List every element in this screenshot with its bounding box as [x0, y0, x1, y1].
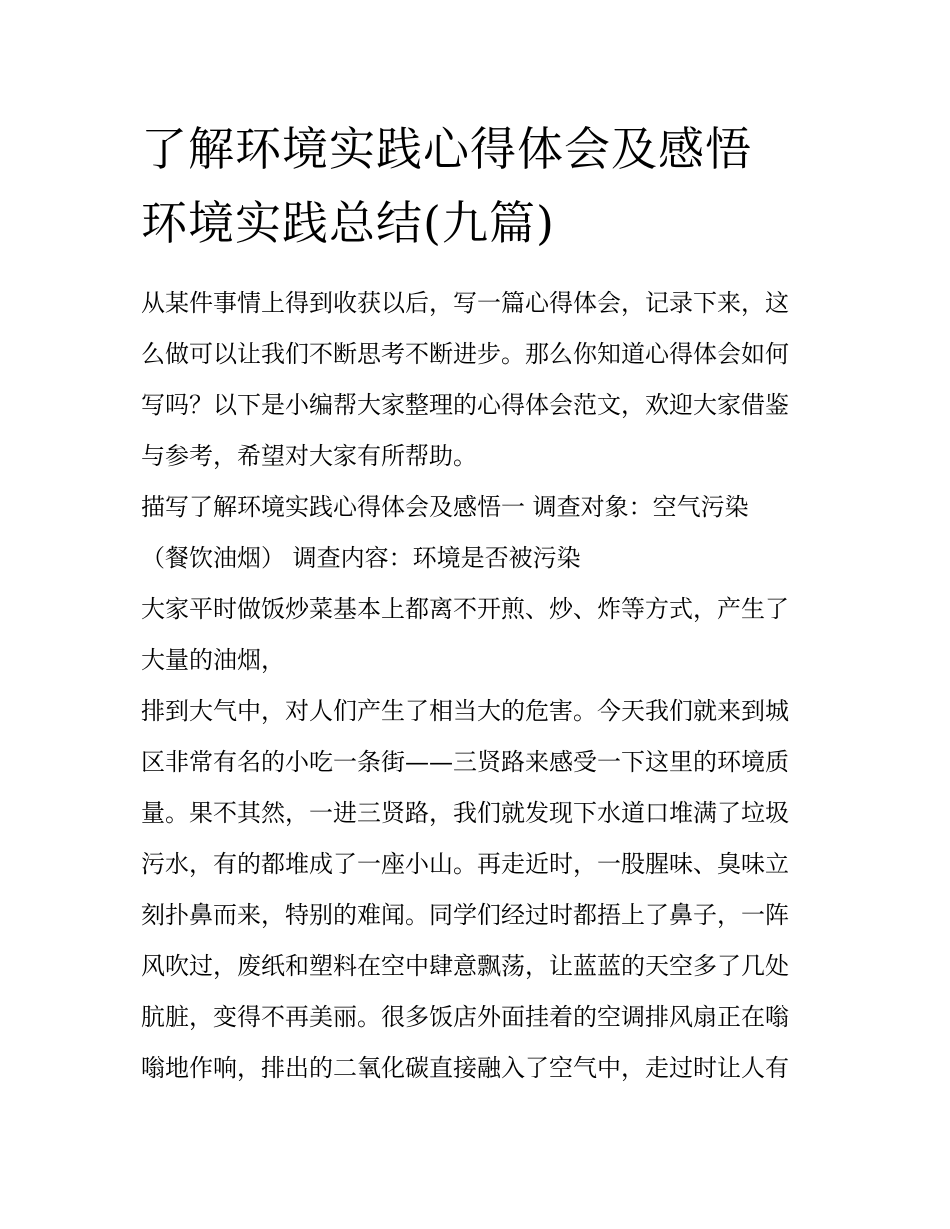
text-line: 写吗？以下是小编帮大家整理的心得体会范文，欢迎大家借鉴	[141, 391, 789, 419]
section-heading-paragraph	[141, 482, 811, 584]
text-line: 描写了解环境实践心得体会及感悟一 调查对象：空气污染	[141, 493, 749, 521]
title-line: 了解环境实践心得体会及感悟	[141, 122, 752, 176]
body-paragraph	[141, 584, 811, 686]
text-line: 么做可以让我们不断思考不断进步。那么你知道心得体会如何	[141, 340, 789, 368]
intro-paragraph	[141, 278, 811, 482]
text-line: （餐饮油烟） 调查内容：环境是否被污染	[141, 544, 581, 572]
title-line: 环境实践总结(九篇)	[141, 196, 555, 250]
text-line: 量。果不其然，一进三贤路，我们就发现下水道口堆满了垃圾	[141, 799, 789, 827]
text-line: 与参考，希望对大家有所帮助。	[141, 442, 477, 470]
text-line: 区非常有名的小吃一条街——三贤路来感受一下这里的环境质	[141, 748, 789, 776]
document-page	[141, 112, 811, 1094]
text-line: 大量的油烟，	[141, 646, 285, 674]
text-line: 从某件事情上得到收获以后，写一篇心得体会，记录下来，这	[141, 289, 789, 317]
text-line: 风吹过，废纸和塑料在空中肆意飘荡，让蓝蓝的天空多了几处	[141, 952, 789, 980]
text-line: 污水，有的都堆成了一座小山。再走近时，一股腥味、臭味立	[141, 850, 789, 878]
text-line: 排到大气中，对人们产生了相当大的危害。今天我们就来到城	[141, 697, 789, 725]
document-title	[141, 112, 811, 260]
text-line: 肮脏，变得不再美丽。很多饭店外面挂着的空调排风扇正在嗡	[141, 1003, 789, 1031]
body-paragraph	[141, 686, 811, 1094]
text-line: 嗡地作响，排出的二氧化碳直接融入了空气中，走过时让人有	[141, 1054, 789, 1082]
text-line: 刻扑鼻而来，特别的难闻。同学们经过时都捂上了鼻子，一阵	[141, 901, 789, 929]
text-line: 大家平时做饭炒菜基本上都离不开煎、炒、炸等方式，产生了	[141, 595, 789, 623]
